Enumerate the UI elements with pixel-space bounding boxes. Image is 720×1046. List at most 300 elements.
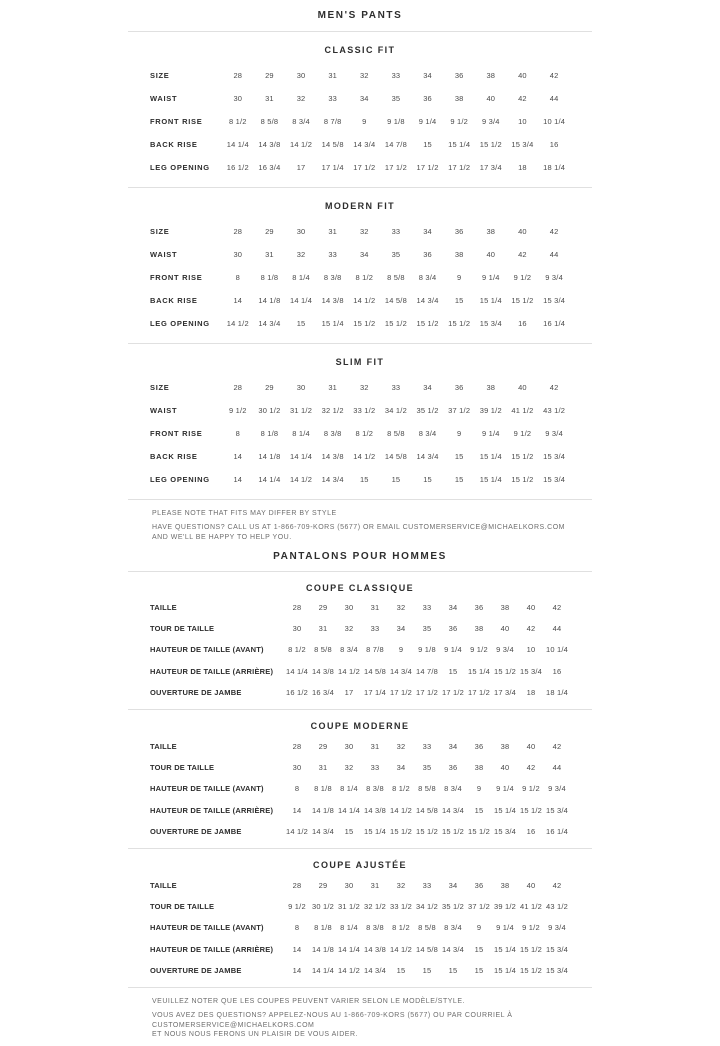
size-value-cell: 44 (552, 624, 562, 634)
size-value-cell: 15 (296, 318, 306, 328)
size-value-cell: 42 (518, 249, 527, 259)
table-row (150, 312, 570, 335)
size-value-cell: 9 1/2 (470, 645, 488, 655)
size-value-cell: 15 (423, 139, 432, 149)
classic-fit-title: CLASSIC FIT (324, 45, 396, 55)
size-value-cell: 15 1/2 (441, 826, 465, 836)
size-value-cell: 38 (486, 226, 496, 236)
table-row (150, 468, 570, 491)
size-value-cell: 15 3/4 (511, 139, 534, 149)
size-value-cell: 40 (486, 249, 496, 259)
page-title-fr: PANTALONS POUR HOMMES (273, 550, 447, 562)
row-label: TOUR DE TAILLE (150, 763, 215, 773)
note-fit-disclaimer-fr: VEUILLEZ NOTER QUE LES COUPES PEUVENT VARIER SELON LE MODÈLE/STYLE. (152, 998, 465, 1006)
row-label: TOUR DE TAILLE (150, 624, 215, 634)
coupe-classique-title: COUPE CLASSIQUE (305, 582, 414, 593)
size-value-cell: 15 3/4 (543, 451, 566, 461)
size-value-cell: 15 3/4 (545, 944, 569, 954)
size-value-cell: 33 (370, 763, 380, 773)
size-value-cell: 15 (422, 965, 432, 975)
size-value-cell: 36 (423, 249, 432, 259)
size-value-cell: 15 3/4 (519, 666, 543, 676)
size-value-cell: 14 1/4 (290, 451, 313, 461)
size-value-cell: 36 (448, 624, 458, 634)
size-value-cell: 16 1/2 (285, 687, 309, 697)
size-value-cell: 9 1/2 (513, 428, 532, 438)
size-value-cell: 33 (370, 624, 380, 634)
size-value-cell: 14 1/2 (337, 965, 361, 975)
size-value-cell: 28 (233, 226, 243, 236)
coupe-ajustee-section (128, 849, 592, 981)
size-value-cell: 33 (391, 382, 401, 392)
size-value-cell: 40 (486, 93, 496, 103)
size-value-cell: 33 (391, 226, 401, 236)
size-value-cell: 14 (292, 965, 302, 975)
size-value-cell: 8 7/8 (366, 645, 384, 655)
size-value-cell: 14 1/2 (389, 944, 413, 954)
row-label: FRONT RISE (150, 428, 203, 438)
size-value-cell: 17 (344, 687, 354, 697)
size-value-cell: 32 (296, 93, 306, 103)
table-row (150, 133, 570, 156)
table-row (150, 422, 570, 445)
coupe-classique-section (128, 572, 592, 704)
size-value-cell: 15 1/4 (479, 474, 502, 484)
size-value-cell: 16 1/2 (226, 162, 249, 172)
size-value-cell: 34 (359, 249, 369, 259)
size-value-cell: 14 3/4 (321, 474, 344, 484)
size-value-cell: 38 (500, 603, 510, 613)
size-value-cell: 8 3/8 (366, 923, 384, 933)
size-value-cell: 8 1/8 (314, 784, 332, 794)
size-value-cell: 9 3/4 (496, 645, 514, 655)
size-value-cell: 32 1/2 (321, 405, 344, 415)
table-row (150, 399, 570, 422)
size-value-cell: 32 (396, 603, 406, 613)
size-value-cell: 9 1/4 (481, 272, 500, 282)
size-value-cell: 8 1/2 (228, 116, 247, 126)
size-value-cell: 14 5/8 (384, 295, 407, 305)
row-label: OUVERTURE DE JAMBE (150, 826, 242, 836)
size-value-cell: 31 (265, 249, 274, 259)
size-value-cell: 14 1/4 (285, 666, 309, 676)
size-value-cell: 14 3/4 (363, 965, 387, 975)
size-value-cell: 8 3/8 (323, 428, 342, 438)
size-value-cell: 9 1/8 (387, 116, 405, 126)
size-value-cell: 16 (549, 139, 559, 149)
size-value-cell: 15 (448, 965, 458, 975)
size-value-cell: 15 1/4 (467, 666, 491, 676)
size-value-cell: 14 3/8 (321, 451, 344, 461)
size-value-cell: 9 1/4 (481, 428, 500, 438)
table-row (150, 64, 570, 87)
size-value-cell: 44 (552, 763, 562, 773)
size-value-cell: 17 (296, 162, 306, 172)
size-value-cell: 9 (457, 428, 462, 438)
size-value-cell: 38 (500, 880, 510, 890)
size-value-cell: 17 1/2 (353, 162, 376, 172)
size-value-cell: 34 (359, 93, 369, 103)
size-value-cell: 42 (549, 70, 559, 80)
size-value-cell: 15 (359, 474, 369, 484)
size-value-cell: 31 (318, 763, 328, 773)
classic-fit-table (150, 64, 570, 179)
size-value-cell: 30 (296, 382, 306, 392)
row-label: LEG OPENING (150, 162, 210, 172)
modern-fit-section (128, 188, 592, 335)
size-value-cell: 14 1/4 (226, 139, 249, 149)
size-value-cell: 15 1/2 (519, 944, 543, 954)
row-label: TOUR DE TAILLE (150, 902, 215, 912)
size-value-cell: 38 (474, 624, 484, 634)
size-value-cell: 35 (422, 624, 432, 634)
row-label: HAUTEUR DE TAILLE (ARRIÈRE) (150, 944, 274, 954)
size-value-cell: 40 (518, 226, 527, 236)
size-value-cell: 36 (454, 382, 464, 392)
size-value-cell: 8 1/4 (292, 428, 310, 438)
size-value-cell: 15 1/2 (448, 318, 471, 328)
size-value-cell: 8 3/8 (323, 272, 342, 282)
size-value-cell: 10 1/4 (543, 116, 566, 126)
size-value-cell: 17 3/4 (493, 687, 517, 697)
row-label: LEG OPENING (150, 474, 210, 484)
size-value-cell: 14 3/4 (389, 666, 413, 676)
size-value-cell: 9 (457, 272, 462, 282)
row-label: WAIST (150, 249, 178, 259)
row-label: TAILLE (150, 880, 177, 890)
size-value-cell: 9 1/2 (450, 116, 469, 126)
size-value-cell: 15 (396, 965, 406, 975)
size-value-cell: 14 1/8 (258, 295, 281, 305)
size-value-cell: 9 1/2 (522, 784, 540, 794)
size-value-cell: 15 (448, 666, 458, 676)
size-value-cell: 31 1/2 (290, 405, 313, 415)
table-row (150, 682, 570, 703)
size-value-cell: 14 5/8 (321, 139, 344, 149)
size-value-cell: 17 1/2 (416, 162, 439, 172)
size-value-cell: 29 (318, 603, 328, 613)
size-value-cell: 9 1/8 (418, 645, 436, 655)
slim-fit-title: SLIM FIT (335, 357, 385, 367)
size-value-cell: 30 1/2 (258, 405, 281, 415)
size-value-cell: 17 1/2 (384, 162, 407, 172)
size-value-cell: 16 3/4 (258, 162, 281, 172)
size-value-cell: 29 (318, 880, 328, 890)
size-value-cell: 15 1/4 (448, 139, 471, 149)
coupe-ajustee-title: COUPE AJUSTÉE (313, 860, 407, 871)
size-value-cell: 28 (292, 880, 302, 890)
size-value-cell: 15 1/4 (321, 318, 344, 328)
table-row (150, 598, 570, 619)
size-value-cell: 8 1/2 (392, 784, 410, 794)
row-label: TAILLE (150, 603, 177, 613)
size-value-cell: 15 3/4 (543, 474, 566, 484)
size-value-cell: 44 (549, 249, 559, 259)
size-value-cell: 14 1/2 (337, 666, 361, 676)
size-value-cell: 8 1/2 (288, 645, 306, 655)
size-value-cell: 37 1/2 (467, 902, 491, 912)
size-value-cell: 14 3/8 (363, 944, 387, 954)
size-value-cell: 8 3/4 (444, 923, 462, 933)
size-value-cell: 8 1/2 (355, 428, 374, 438)
size-value-cell: 32 (359, 70, 369, 80)
size-value-cell: 9 1/2 (513, 272, 532, 282)
size-value-cell: 34 (448, 742, 458, 752)
row-label: SIZE (150, 70, 170, 80)
size-value-cell: 32 1/2 (363, 902, 387, 912)
row-label: HAUTEUR DE TAILLE (AVANT) (150, 645, 264, 655)
size-value-cell: 28 (233, 382, 243, 392)
table-row (150, 758, 570, 779)
size-value-cell: 15 1/4 (479, 295, 502, 305)
size-value-cell: 28 (292, 742, 302, 752)
size-value-cell: 29 (265, 226, 274, 236)
size-value-cell: 34 1/2 (415, 902, 439, 912)
size-value-cell: 9 1/4 (444, 645, 462, 655)
size-value-cell: 40 (526, 880, 536, 890)
size-value-cell: 8 5/8 (418, 923, 436, 933)
size-value-cell: 42 (518, 93, 527, 103)
table-row (150, 445, 570, 468)
size-value-cell: 15 1/2 (511, 451, 534, 461)
row-label: BACK RISE (150, 451, 198, 461)
size-value-cell: 31 (370, 603, 380, 613)
size-value-cell: 14 (233, 451, 243, 461)
size-value-cell: 9 (362, 116, 367, 126)
row-label: SIZE (150, 226, 170, 236)
size-value-cell: 40 (518, 70, 527, 80)
size-value-cell: 15 1/4 (493, 805, 517, 815)
table-row (150, 87, 570, 110)
size-value-cell: 10 (526, 645, 536, 655)
size-value-cell: 15 1/2 (384, 318, 407, 328)
size-value-cell: 16 1/4 (545, 826, 569, 836)
size-value-cell: 8 3/4 (292, 116, 310, 126)
size-value-cell: 32 (296, 249, 306, 259)
size-value-cell: 8 (235, 272, 240, 282)
table-row (150, 376, 570, 399)
size-value-cell: 9 3/4 (548, 923, 566, 933)
size-value-cell: 14 1/2 (353, 451, 376, 461)
size-value-cell: 14 3/4 (353, 139, 376, 149)
size-value-cell: 30 (292, 763, 302, 773)
size-value-cell: 30 (292, 624, 302, 634)
size-value-cell: 14 5/8 (415, 805, 439, 815)
size-value-cell: 34 (396, 763, 406, 773)
coupe-ajustee-table (150, 875, 570, 981)
size-value-cell: 33 1/2 (389, 902, 413, 912)
size-value-cell: 33 1/2 (353, 405, 376, 415)
size-value-cell: 15 3/4 (545, 965, 569, 975)
note-contact-fr-line1: VOUS AVEZ DES QUESTIONS? APPELEZ-NOUS AU 1-866-709-KORS (5677) OU PAR COURRIEL À CUSTOMERSERVICE@MICHAELKORS.COM (152, 1012, 513, 1029)
size-value-cell: 42 (549, 382, 559, 392)
table-row (150, 289, 570, 312)
size-value-cell: 14 3/4 (258, 318, 281, 328)
size-value-cell: 30 (233, 93, 243, 103)
size-value-cell: 32 (359, 226, 369, 236)
size-value-cell: 42 (552, 742, 562, 752)
size-value-cell: 8 3/8 (366, 784, 384, 794)
size-value-cell: 31 (370, 880, 380, 890)
size-value-cell: 15 3/4 (543, 295, 566, 305)
size-value-cell: 30 (344, 880, 354, 890)
size-value-cell: 10 1/4 (545, 645, 569, 655)
size-value-cell: 8 3/4 (418, 428, 437, 438)
size-value-cell: 40 (526, 742, 536, 752)
table-row (150, 661, 570, 682)
size-value-cell: 40 (518, 382, 527, 392)
size-value-cell: 33 (328, 93, 338, 103)
size-value-cell: 14 3/4 (311, 826, 335, 836)
size-value-cell: 8 1/8 (260, 428, 279, 438)
row-label: HAUTEUR DE TAILLE (AVANT) (150, 923, 264, 933)
size-value-cell: 14 1/8 (311, 805, 335, 815)
size-value-cell: 15 1/4 (363, 826, 387, 836)
size-value-cell: 14 1/4 (290, 295, 313, 305)
size-value-cell: 37 1/2 (448, 405, 471, 415)
size-value-cell: 14 1/4 (337, 805, 361, 815)
size-value-cell: 33 (328, 249, 338, 259)
size-value-cell: 9 (476, 923, 482, 933)
size-value-cell: 15 3/4 (545, 805, 569, 815)
coupe-moderne-section (128, 710, 592, 842)
size-value-cell: 38 (474, 763, 484, 773)
size-value-cell: 38 (486, 70, 496, 80)
table-row (150, 918, 570, 939)
size-value-cell: 36 (474, 742, 484, 752)
size-value-cell: 43 1/2 (543, 405, 566, 415)
size-value-cell: 34 (423, 226, 432, 236)
table-row (150, 619, 570, 640)
table-row (150, 939, 570, 960)
size-value-cell: 18 (526, 687, 536, 697)
size-value-cell: 15 1/4 (493, 965, 517, 975)
size-value-cell: 9 3/4 (545, 428, 563, 438)
row-label: OUVERTURE DE JAMBE (150, 687, 242, 697)
size-value-cell: 42 (552, 880, 562, 890)
size-value-cell: 15 1/2 (415, 826, 439, 836)
note-contact-fr-line2: ET NOUS NOUS FERONS UN PLAISIR DE VOUS AIDER. (152, 1031, 358, 1039)
size-value-cell: 17 1/2 (441, 687, 465, 697)
page-title-en: MEN'S PANTS (317, 10, 403, 21)
row-label: HAUTEUR DE TAILLE (AVANT) (150, 784, 264, 794)
size-value-cell: 8 (294, 923, 300, 933)
table-row (150, 875, 570, 896)
size-value-cell: 14 3/8 (258, 139, 281, 149)
slim-fit-table (150, 376, 570, 491)
size-value-cell: 14 1/2 (290, 139, 313, 149)
size-value-cell: 14 (292, 944, 302, 954)
table-row (150, 220, 570, 243)
size-value-cell: 15 1/2 (479, 139, 502, 149)
size-value-cell: 17 1/2 (415, 687, 439, 697)
size-value-cell: 18 1/4 (545, 687, 569, 697)
size-value-cell: 16 (518, 318, 527, 328)
size-value-cell: 43 1/2 (545, 902, 569, 912)
size-value-cell: 29 (265, 70, 274, 80)
table-row (150, 640, 570, 661)
row-label: TAILLE (150, 742, 177, 752)
size-value-cell: 14 7/8 (415, 666, 439, 676)
size-value-cell: 14 (233, 295, 243, 305)
size-value-cell: 14 3/8 (321, 295, 344, 305)
notes-fr (128, 988, 592, 1046)
size-value-cell: 34 (396, 624, 406, 634)
size-value-cell: 35 1/2 (416, 405, 439, 415)
size-value-cell: 30 (344, 603, 354, 613)
table-row (150, 243, 570, 266)
table-row (150, 110, 570, 133)
size-value-cell: 17 1/4 (321, 162, 344, 172)
size-value-cell: 9 1/4 (418, 116, 437, 126)
size-value-cell: 9 (398, 645, 404, 655)
size-value-cell: 28 (233, 70, 243, 80)
notes-en (128, 500, 592, 549)
size-value-cell: 15 1/2 (467, 826, 491, 836)
size-value-cell: 34 (423, 70, 432, 80)
modern-fit-table (150, 220, 570, 335)
size-value-cell: 8 1/4 (340, 923, 358, 933)
size-value-cell: 39 1/2 (493, 902, 517, 912)
size-value-cell: 33 (422, 880, 432, 890)
coupe-moderne-title: COUPE MODERNE (310, 721, 410, 732)
size-value-cell: 14 5/8 (363, 666, 387, 676)
size-value-cell: 17 1/2 (467, 687, 491, 697)
size-value-cell: 14 1/8 (311, 944, 335, 954)
size-value-cell: 8 3/4 (340, 645, 358, 655)
size-value-cell: 14 5/8 (384, 451, 407, 461)
size-value-cell: 14 3/4 (416, 451, 439, 461)
size-value-cell: 8 (235, 428, 240, 438)
size-value-cell: 28 (292, 603, 302, 613)
size-value-cell: 18 (518, 162, 527, 172)
row-label: FRONT RISE (150, 272, 203, 282)
table-row (150, 800, 570, 821)
row-label: FRONT RISE (150, 116, 203, 126)
size-value-cell: 38 (486, 382, 496, 392)
row-label: SIZE (150, 382, 170, 392)
row-label: HAUTEUR DE TAILLE (ARRIÈRE) (150, 666, 274, 676)
size-value-cell: 17 1/2 (448, 162, 471, 172)
size-value-cell: 14 3/8 (311, 666, 335, 676)
size-value-cell: 14 5/8 (415, 944, 439, 954)
size-value-cell: 40 (500, 624, 510, 634)
size-value-cell: 9 1/4 (496, 784, 514, 794)
size-value-cell: 17 3/4 (479, 162, 502, 172)
size-value-cell: 14 1/4 (311, 965, 335, 975)
size-value-cell: 9 3/4 (481, 116, 500, 126)
size-value-cell: 14 1/4 (258, 474, 281, 484)
size-value-cell: 15 (474, 805, 484, 815)
size-value-cell: 14 3/4 (441, 944, 465, 954)
size-value-cell: 30 (344, 742, 354, 752)
size-value-cell: 42 (526, 763, 536, 773)
size-value-cell: 39 1/2 (479, 405, 502, 415)
size-value-cell: 14 7/8 (384, 139, 407, 149)
size-value-cell: 9 1/2 (228, 405, 247, 415)
row-label: BACK RISE (150, 139, 198, 149)
size-value-cell: 14 3/8 (363, 805, 387, 815)
size-value-cell: 36 (474, 603, 484, 613)
row-label: HAUTEUR DE TAILLE (ARRIÈRE) (150, 805, 274, 815)
size-value-cell: 9 1/4 (496, 923, 514, 933)
size-value-cell: 35 1/2 (441, 902, 465, 912)
size-value-cell: 15 3/4 (479, 318, 502, 328)
note-fit-disclaimer-en: PLEASE NOTE THAT FITS MAY DIFFER BY STYLE (152, 510, 337, 517)
table-row (150, 266, 570, 289)
size-value-cell: 15 (344, 826, 354, 836)
size-value-cell: 8 5/8 (418, 784, 436, 794)
